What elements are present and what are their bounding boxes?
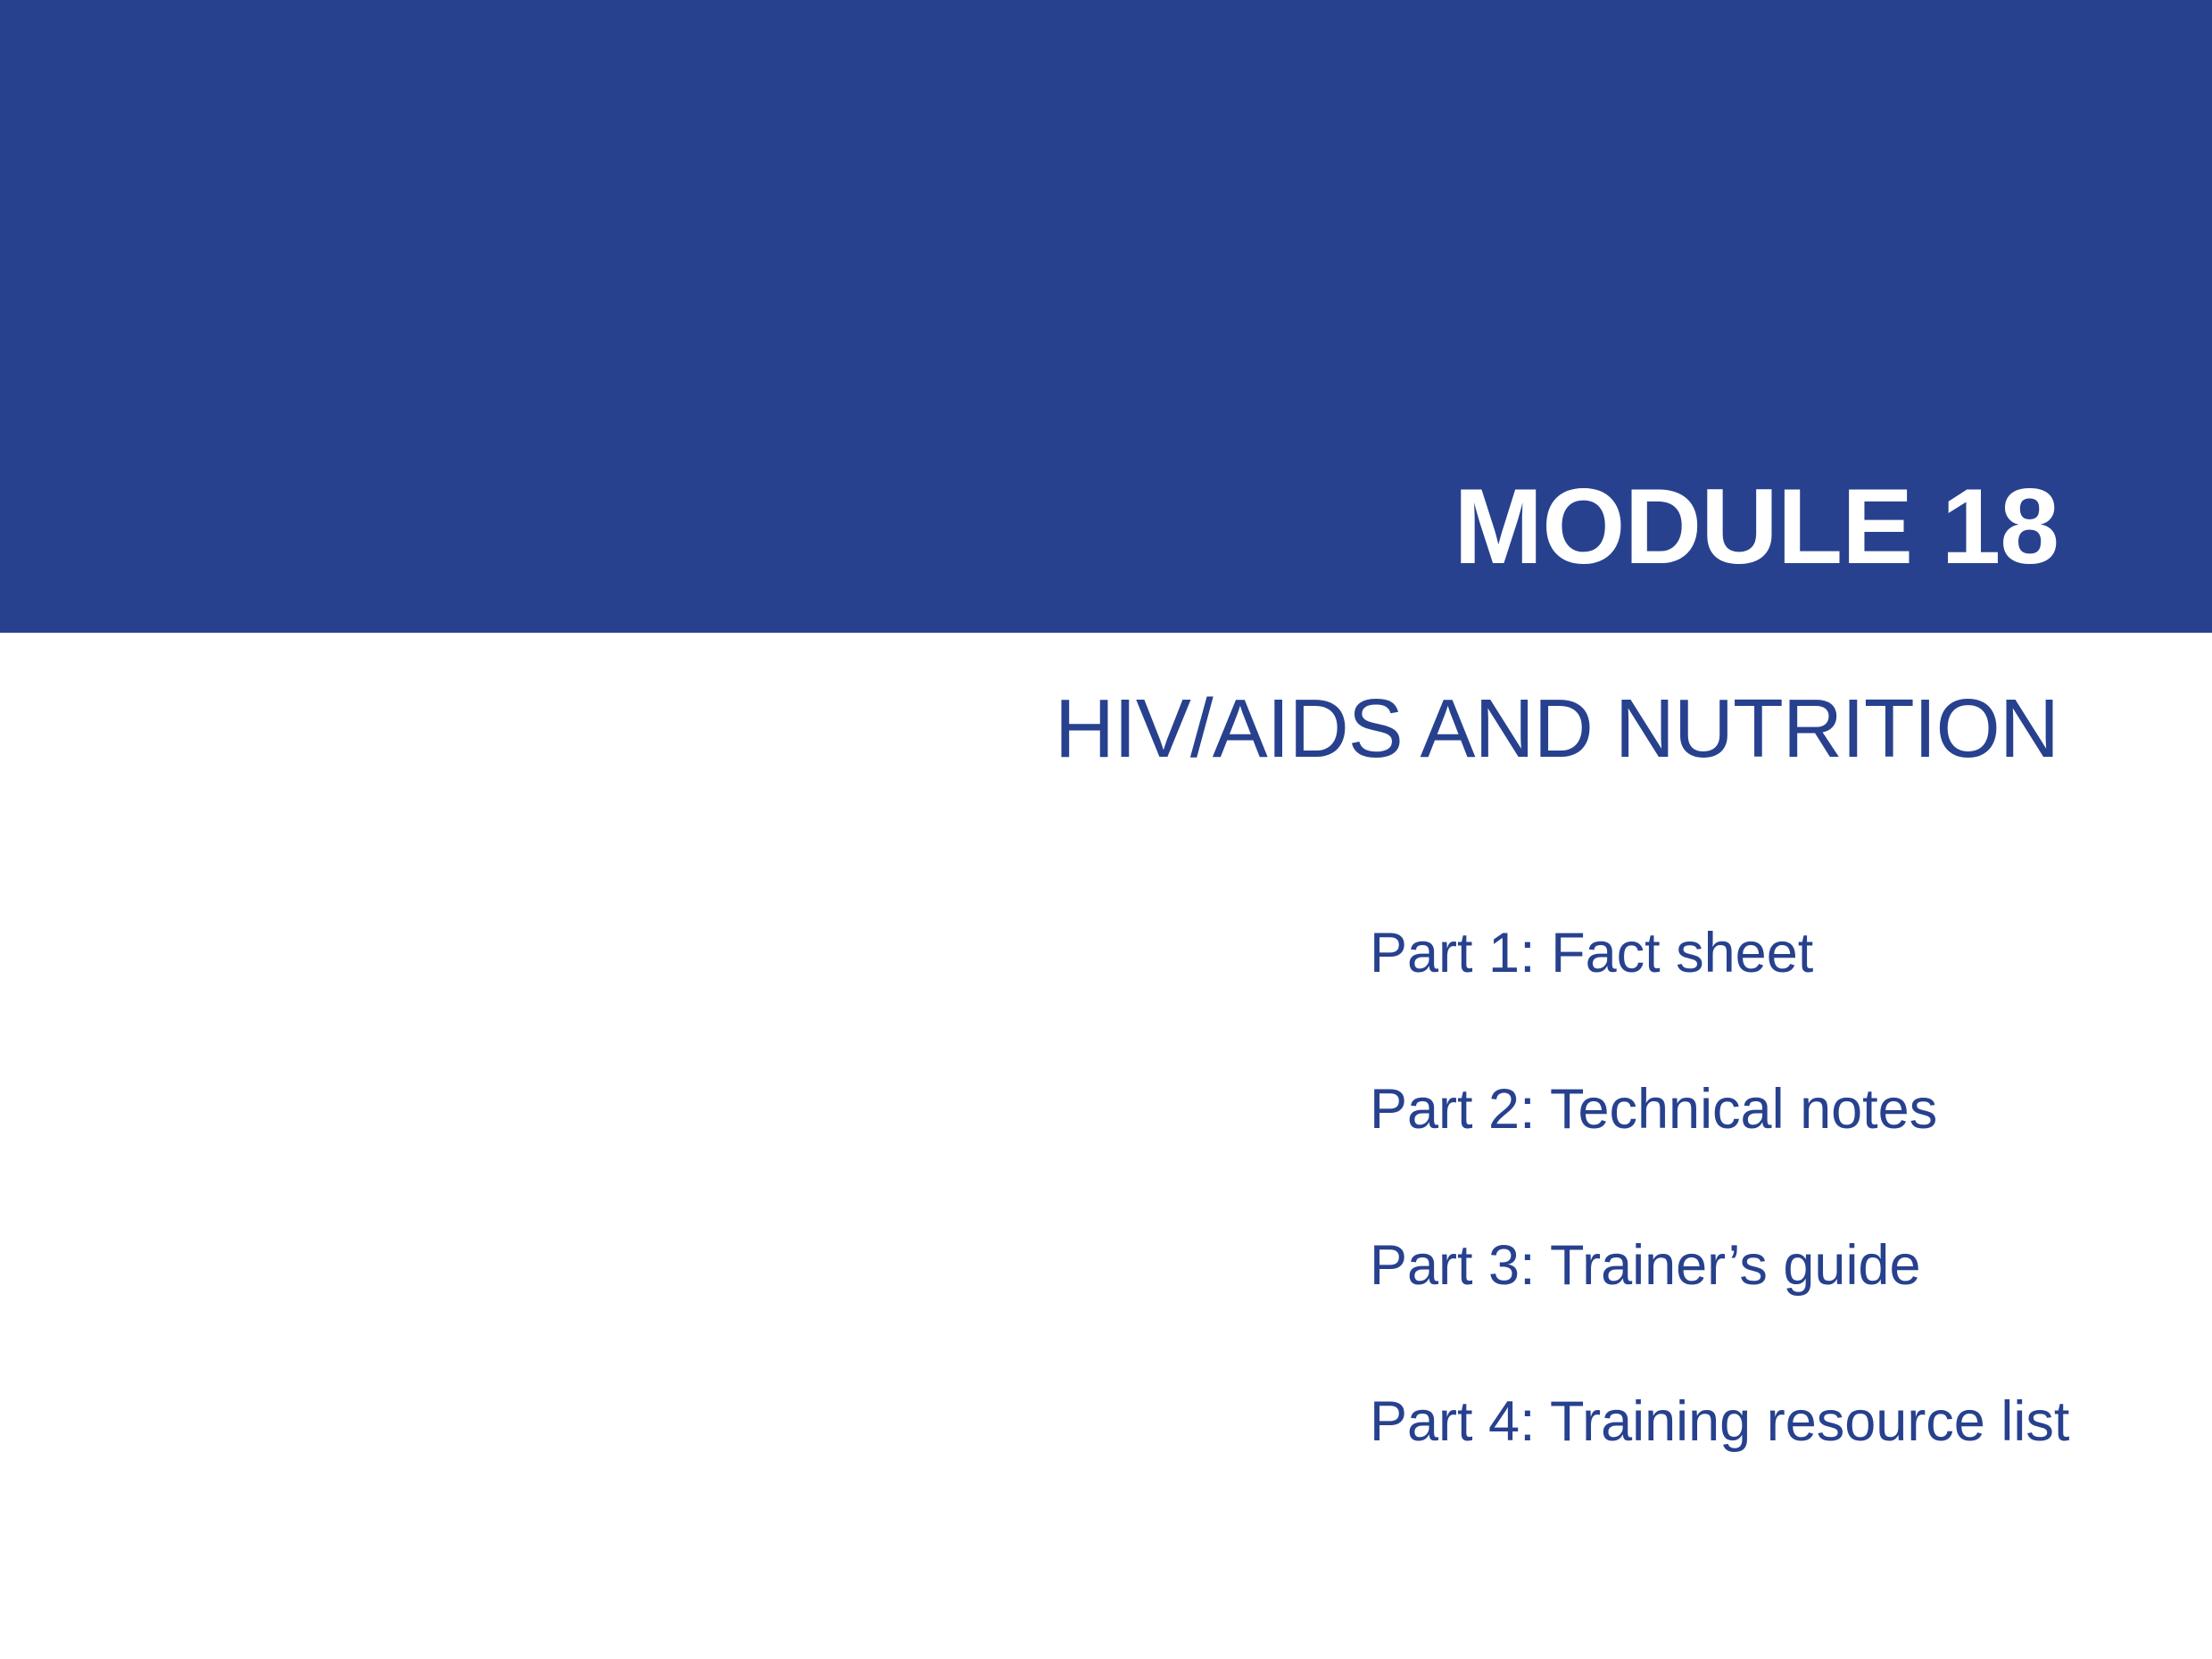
part-2-item: Part 2: Technical notes bbox=[1370, 1078, 1938, 1141]
part-3-item: Part 3: Trainer’s guide bbox=[1370, 1234, 1921, 1297]
module-title: MODULE 18 bbox=[1454, 467, 2059, 586]
module-subtitle: HIV/AIDS AND NUTRITION bbox=[1054, 682, 2059, 775]
part-1-item: Part 1: Fact sheet bbox=[1370, 922, 1814, 984]
parts-list bbox=[1370, 922, 2070, 1550]
header-band bbox=[0, 0, 2212, 633]
part-4-item: Part 4: Training resource list bbox=[1370, 1390, 2070, 1453]
